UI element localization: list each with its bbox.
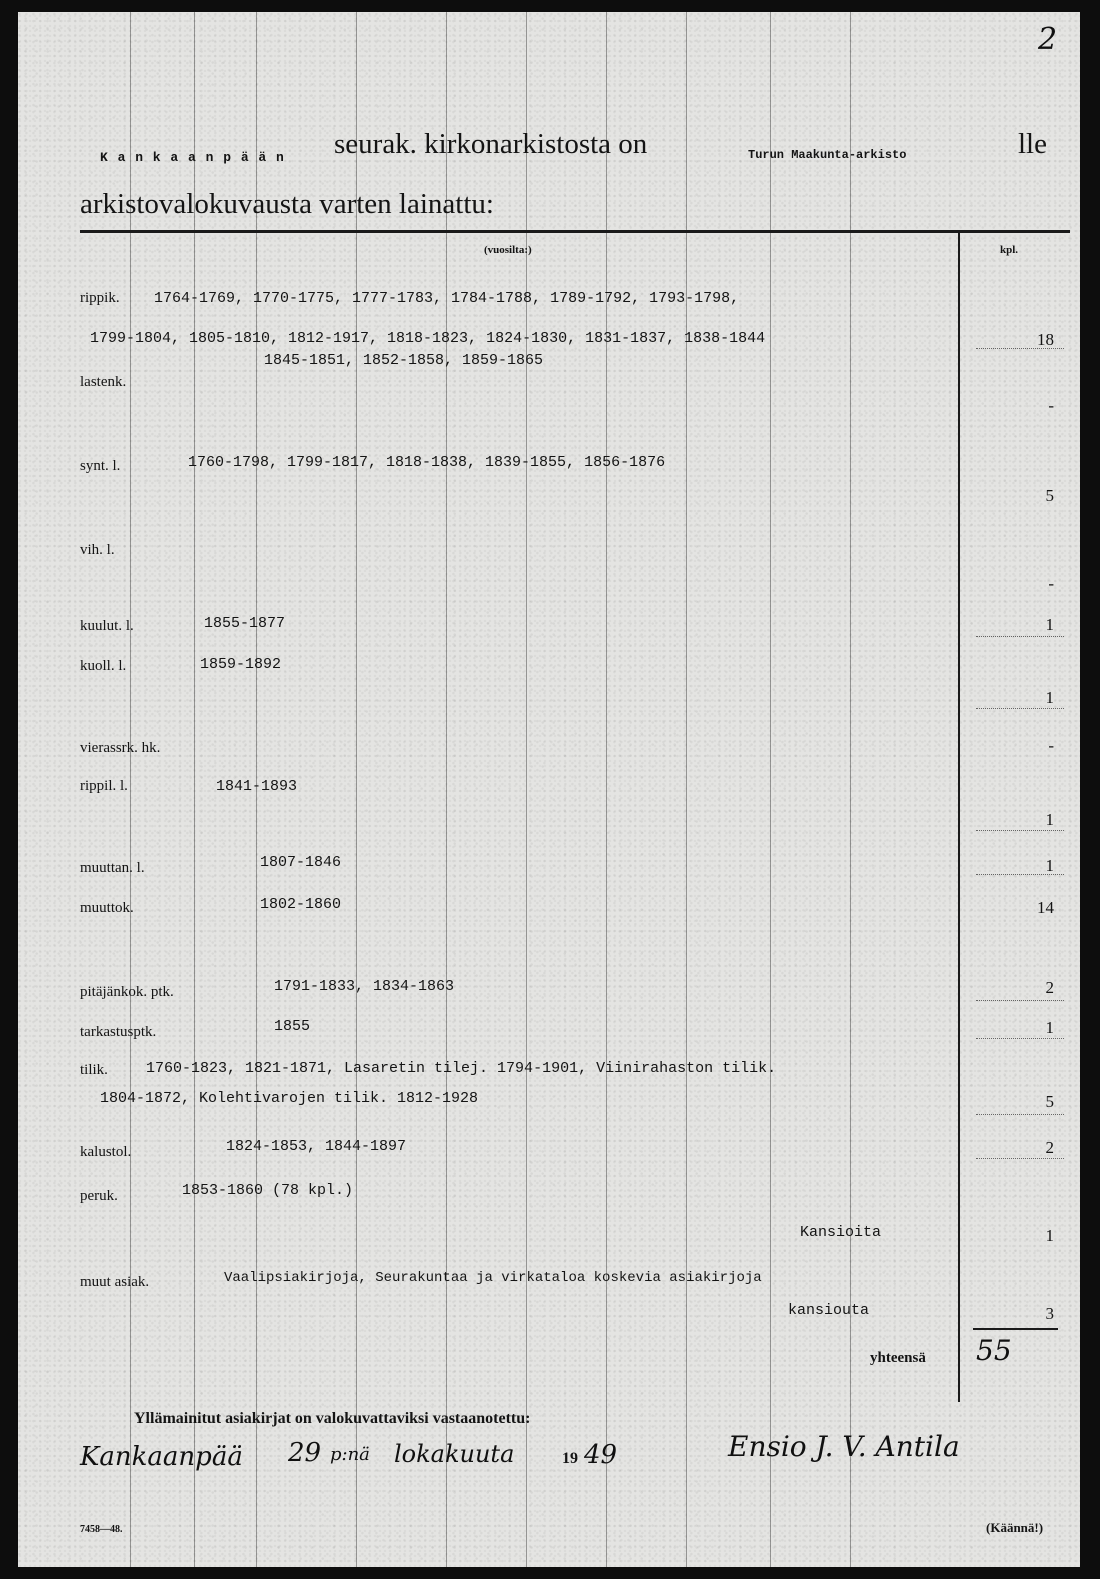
row-count: 1 — [1045, 1018, 1054, 1037]
year-handwritten: 49 — [584, 1440, 618, 1470]
rule-line — [850, 12, 851, 1567]
row-years: 1804-1872, Kolehtivarojen tilik. 1812-1928 — [100, 1090, 479, 1107]
count-column-header: kpl. — [1000, 244, 1019, 256]
total-rule — [973, 1328, 1058, 1330]
parish-name: K a n k a a n p ä ä n — [100, 150, 285, 165]
row-label: tarkastusptk. — [80, 1024, 157, 1040]
row-count: 14 — [1037, 898, 1054, 917]
dotted-line — [976, 830, 1064, 831]
row-label: vih. l. — [80, 542, 115, 558]
form-code: 7458—48. — [80, 1524, 123, 1535]
row-label: rippik. — [80, 290, 120, 306]
recipient-suffix: lle — [1018, 128, 1047, 160]
row-label: kalustol. — [80, 1144, 132, 1160]
row-years: Vaalipsiakirjoja, Seurakuntaa ja virkataloa koskevia asiakirjoja — [224, 1270, 762, 1286]
row-count: - — [1048, 736, 1054, 755]
row-count: 1 — [1045, 688, 1054, 707]
row-count: - — [1048, 574, 1054, 593]
row-count: - — [1048, 396, 1054, 415]
date-pna: p:nä — [330, 1444, 370, 1465]
row-years: 1760-1798, 1799-1817, 1818-1838, 1839-1855, 1856-1876 — [188, 454, 666, 471]
row-label: lastenk. — [80, 374, 127, 390]
row-years: 1859-1892 — [200, 656, 282, 673]
day-handwritten: 29 — [288, 1438, 322, 1468]
row-label: vierassrk. hk. — [80, 740, 161, 756]
dotted-line — [976, 1000, 1064, 1001]
rule-line — [130, 12, 131, 1567]
row-label: rippil. l. — [80, 778, 128, 794]
rule-line — [194, 12, 195, 1567]
rule-line — [446, 12, 447, 1567]
rule-line — [770, 12, 771, 1567]
row-years: 1791-1833, 1834-1863 — [274, 978, 455, 995]
rule-line — [686, 12, 687, 1567]
dotted-line — [976, 636, 1064, 637]
row-label: pitäjänkok. ptk. — [80, 984, 174, 1000]
rule-line — [356, 12, 357, 1567]
page-number: 2 — [1038, 22, 1058, 57]
total-value: 55 — [976, 1334, 1012, 1367]
recipient-name: Turun Maakunta-arkisto — [748, 148, 907, 162]
header-rule — [80, 230, 1070, 233]
row-years: 1855-1877 — [204, 615, 286, 632]
dotted-line — [976, 1038, 1064, 1039]
month-handwritten: lokakuuta — [394, 1440, 515, 1468]
header-line-2: arkistovalokuvausta varten lainattu: — [80, 188, 494, 220]
row-years: 1799-1804, 1805-1810, 1812-1917, 1818-1823, 1824-1830, 1831-1837, 1838-1844 — [90, 330, 766, 347]
year-prefix: 19 — [562, 1450, 578, 1467]
dotted-line — [976, 1158, 1064, 1159]
row-years: 1855 — [274, 1018, 311, 1035]
row-count: 1 — [1045, 1226, 1054, 1245]
count-column-rule — [958, 232, 960, 1402]
row-label: tilik. — [80, 1062, 108, 1078]
row-label: kuoll. l. — [80, 658, 127, 674]
document-page — [18, 12, 1080, 1567]
rule-line — [606, 12, 607, 1567]
row-years: 1841-1893 — [216, 778, 298, 795]
total-label: yhteensä — [870, 1350, 926, 1366]
row-count: 5 — [1045, 486, 1054, 505]
row-years: 1764-1769, 1770-1775, 1777-1783, 1784-1788, 1789-1792, 1793-1798, — [154, 290, 740, 307]
row-count: 5 — [1045, 1092, 1054, 1111]
row-years: 1824-1853, 1844-1897 — [226, 1138, 407, 1155]
row-years: 1807-1846 — [260, 854, 342, 871]
row-count: 1 — [1045, 856, 1054, 875]
row-years: Kansioita — [800, 1224, 882, 1241]
row-label: synt. l. — [80, 458, 121, 474]
dotted-line — [976, 1114, 1064, 1115]
row-count: 2 — [1045, 1138, 1054, 1157]
row-count: 3 — [1045, 1304, 1054, 1323]
dotted-line — [976, 708, 1064, 709]
row-label: peruk. — [80, 1188, 118, 1204]
header-line-1: seurak. kirkonarkistosta on — [334, 128, 648, 160]
row-label: muuttan. l. — [80, 860, 145, 876]
row-label: kuulut. l. — [80, 618, 134, 634]
row-years: kansiouta — [788, 1302, 870, 1319]
years-column-header: (vuosilta:) — [484, 244, 532, 256]
row-count: 2 — [1045, 978, 1054, 997]
turn-over-note: (Käännä!) — [986, 1520, 1044, 1535]
row-years: 1760-1823, 1821-1871, Lasaretin tilej. 1794-1901, Viinirahaston tilik. — [146, 1060, 777, 1077]
row-years: 1853-1860 (78 kpl.) — [182, 1182, 354, 1199]
row-count: 18 — [1037, 330, 1054, 349]
row-years: 1845-1851, 1852-1858, 1859-1865 — [264, 352, 544, 369]
row-label: muut asiak. — [80, 1274, 150, 1290]
row-label: muuttok. — [80, 900, 134, 916]
signature: Ensio J. V. Antila — [728, 1430, 960, 1463]
received-statement: Yllämainitut asiakirjat on valokuvattaviksi vastaanotettu: — [134, 1410, 531, 1427]
row-count: 1 — [1045, 810, 1054, 829]
place-handwritten: Kankaanpää — [80, 1442, 243, 1472]
row-count: 1 — [1045, 615, 1054, 634]
row-years: 1802-1860 — [260, 896, 342, 913]
